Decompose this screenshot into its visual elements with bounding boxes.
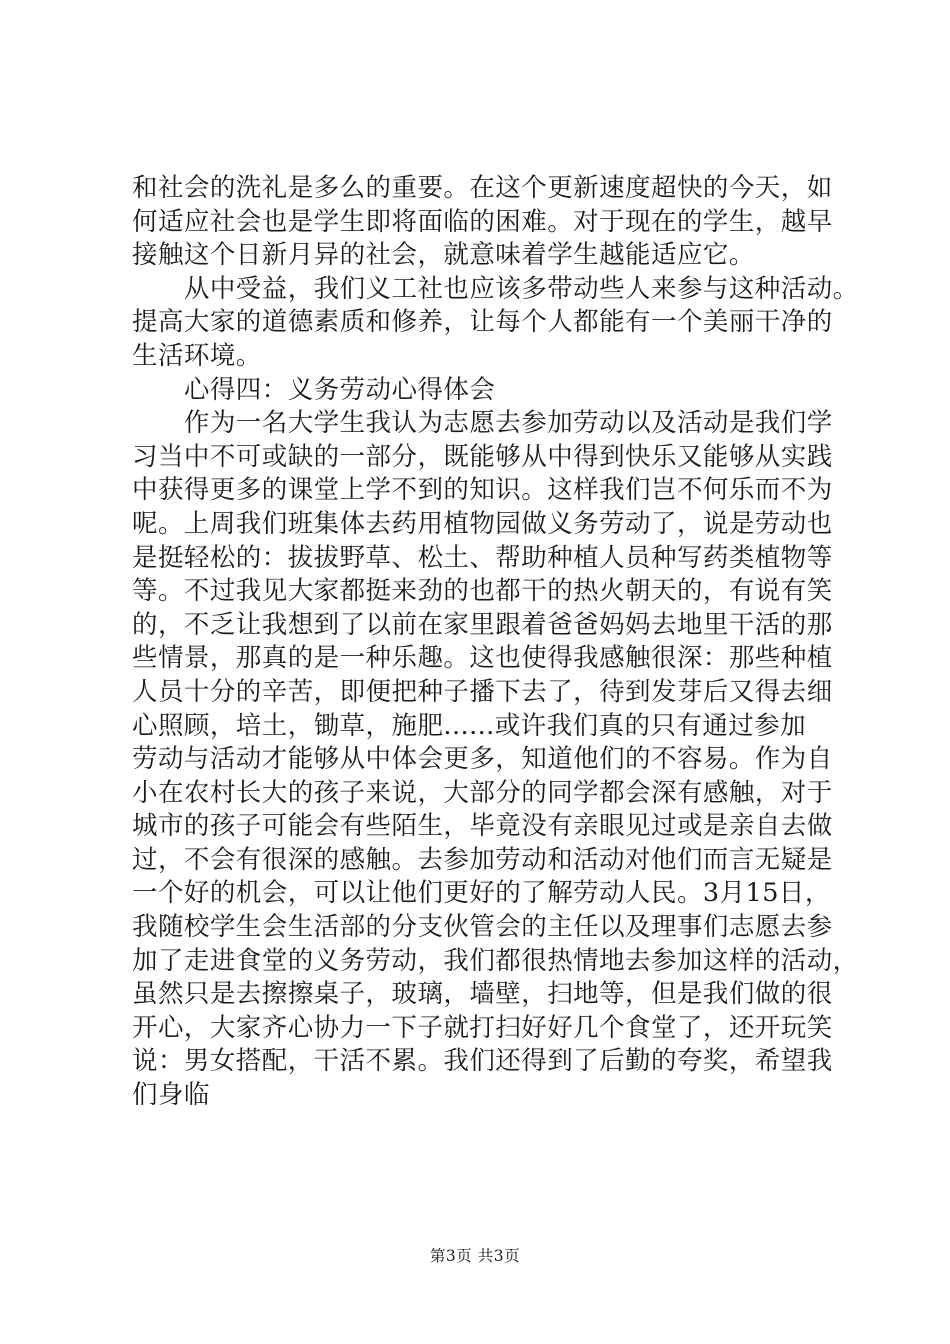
- text-line: 作为一名大学生我认为志愿去参加劳动以及活动是我们学: [132, 408, 833, 439]
- section-heading: 心得四：义务劳动心得体会: [132, 374, 496, 405]
- text-line: 加了走进食堂的义务劳动，我们都很热情地去参加这样的活动，: [132, 945, 859, 976]
- body-text: [132, 172, 862, 1113]
- text-line: 中获得更多的课堂上学不到的知识。这样我们岂不何乐而不为: [132, 475, 833, 506]
- text-line: 提高大家的道德素质和修养，让每个人都能有一个美丽干净的: [132, 307, 833, 338]
- text-line: 我随校学生会生活部的分支伙管会的主任以及理事们志愿去参: [132, 912, 833, 943]
- text-line: 劳动与活动才能够从中体会更多，知道他们的不容易。作为自: [132, 744, 833, 775]
- text-line: 人员十分的辛苦，即便把种子播下去了，待到发芽后又得去细: [132, 676, 833, 707]
- page-number: 第3页 共3页: [429, 1247, 521, 1265]
- text-line: 何适应社会也是学生即将面临的困难。对于现在的学生，越早: [132, 206, 833, 237]
- text-line: 生活环境。: [132, 340, 262, 371]
- text-line: 些情景，那真的是一种乐趣。这也使得我感触很深：那些种植: [132, 643, 833, 674]
- text-line: 习当中不可或缺的一部分，既能够从中得到快乐又能够从实践: [132, 441, 833, 472]
- text-line: 从中受益，我们义工社也应该多带动些人来参与这种活动。: [132, 273, 859, 304]
- text-line: 接触这个日新月异的社会，就意味着学生越能适应它。: [132, 240, 755, 271]
- text-line: 虽然只是去擦擦桌子，玻璃，墙壁，扫地等，但是我们做的很: [132, 979, 833, 1010]
- text-line: 呢。上周我们班集体去药用植物园做义务劳动了，说是劳动也: [132, 508, 833, 539]
- text-line: 是挺轻松的：拔拔野草、松土、帮助种植人员种写药类植物等: [132, 542, 833, 573]
- text-line: 和社会的洗礼是多么的重要。在这个更新速度超快的今天，如: [132, 173, 833, 203]
- text-line: 一个好的机会，可以让他们更好的了解劳动人民。3月15日，: [132, 878, 831, 909]
- text-line: 过，不会有很深的感触。去参加劳动和活动对他们而言无疑是: [132, 844, 833, 875]
- text-line: 等。不过我见大家都挺来劲的也都干的热火朝天的，有说有笑: [132, 576, 833, 607]
- text-line: 心照顾，培土，锄草，施肥......或许我们真的只有通过参加: [132, 710, 807, 741]
- text-line: 的，不乏让我想到了以前在家里跟着爸爸妈妈去地里干活的那: [132, 609, 833, 640]
- page-footer: [0, 1244, 950, 1266]
- text-line: 说：男女搭配，干活不累。我们还得到了后勤的夸奖，希望我: [132, 1046, 833, 1077]
- text-line: 开心，大家齐心协力一下子就打扫好好几个食堂了，还开玩笑: [132, 1012, 833, 1043]
- text-line: 城市的孩子可能会有些陌生，毕竟没有亲眼见过或是亲自去做: [132, 811, 833, 842]
- text-line: 们身临: [132, 1080, 210, 1111]
- text-line: 小在农村长大的孩子来说，大部分的同学都会深有感触，对于: [132, 777, 833, 808]
